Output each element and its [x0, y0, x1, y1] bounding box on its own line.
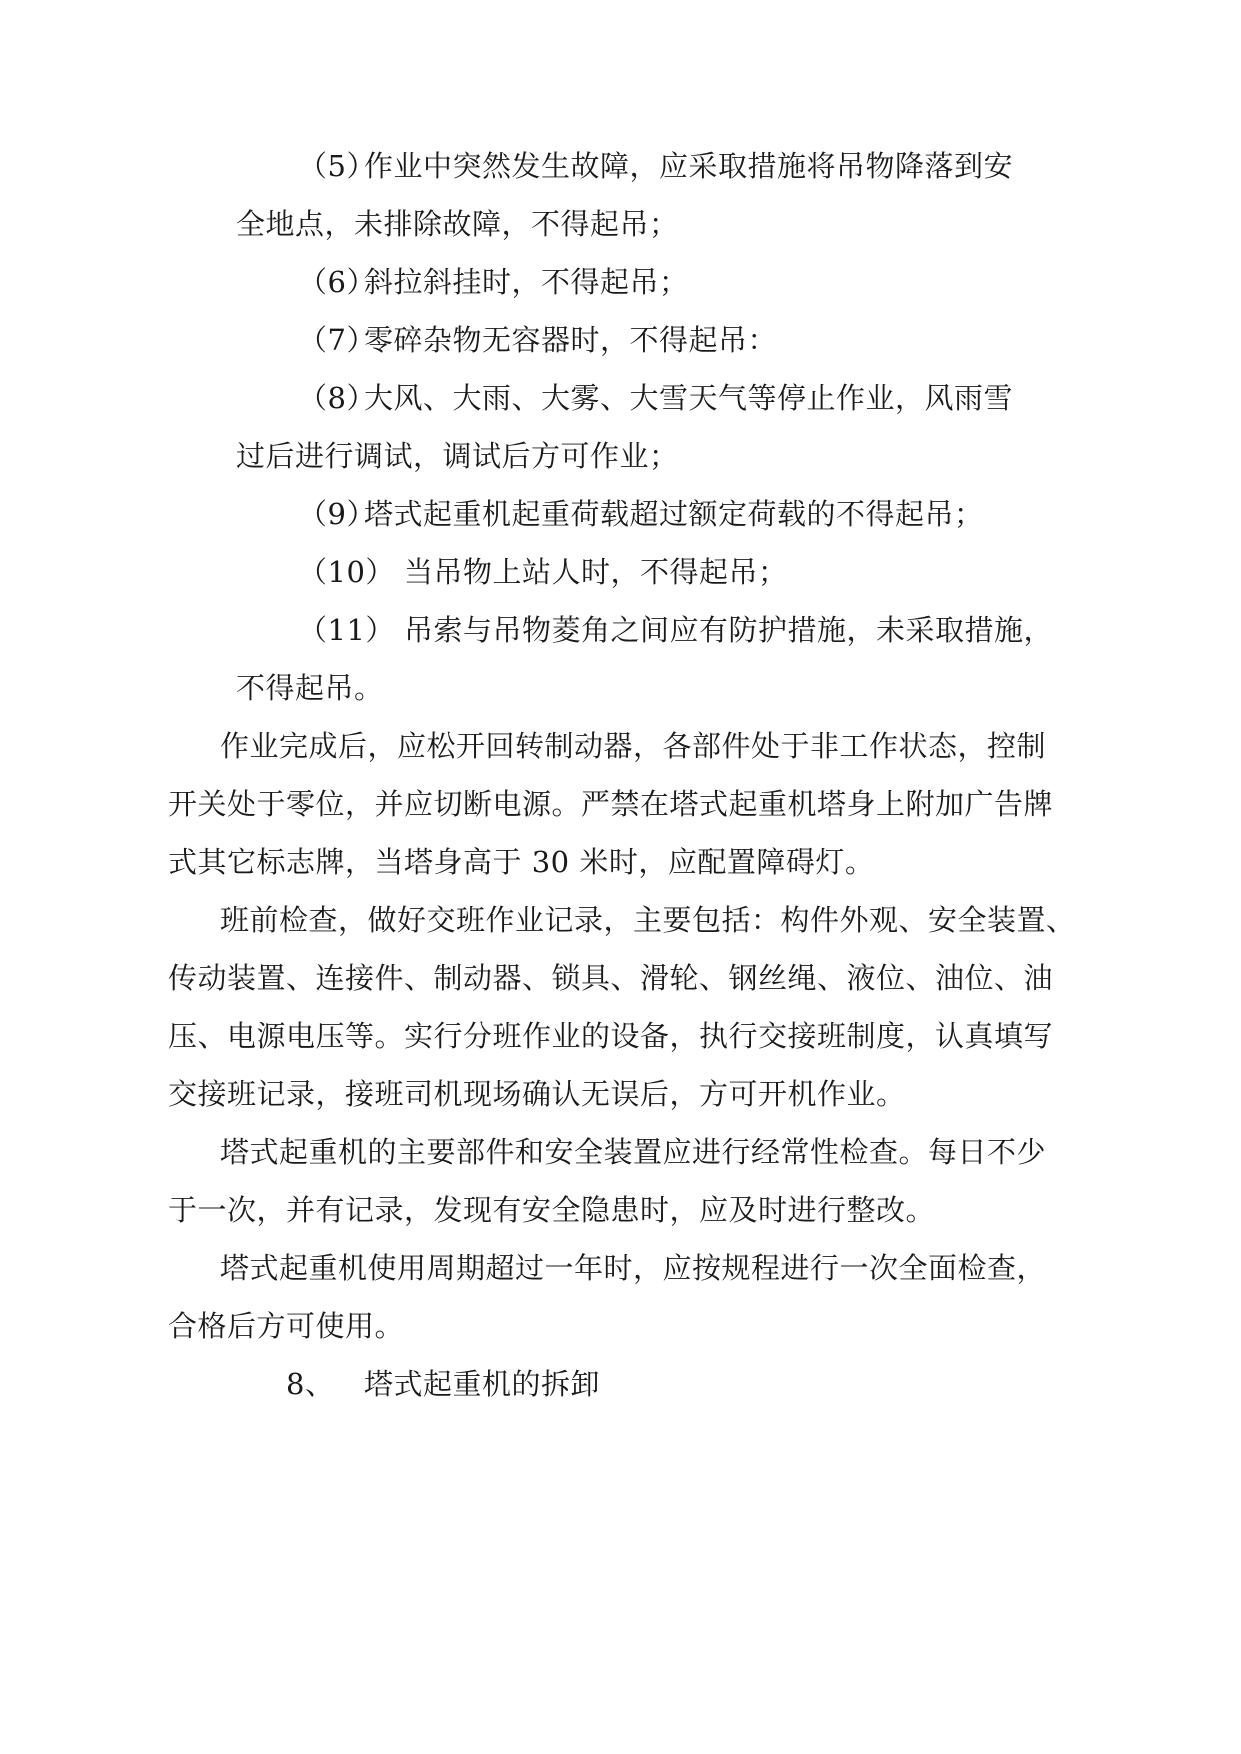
item-text: 吊索与吊物菱角之间应有防护措施，未采取措施，: [404, 613, 1054, 647]
paragraph-line: 于一次，并有记录，发现有安全隐患时，应及时进行整改。: [168, 1193, 936, 1227]
list-item-5: [298, 146, 1013, 186]
paragraph-line: 班前检查，做好交班作业记录，主要包括：构件外观、安全装置、: [220, 903, 1076, 937]
paragraph-line: 式其它标志牌，当塔身高于 30 米时，应配置障碍灯。: [168, 845, 875, 879]
item-number: （11）: [298, 613, 395, 647]
item-text: 斜拉斜挂时，不得起吊；: [364, 265, 689, 299]
list-item-10: [298, 552, 788, 592]
list-item-11-continuation: 不得起吊。: [236, 671, 384, 705]
section-heading: [286, 1364, 600, 1404]
item-text: 当吊物上站人时，不得起吊；: [404, 555, 788, 589]
list-item-6: [298, 262, 689, 302]
item-text: 零碎杂物无容器时，不得起吊：: [364, 323, 778, 357]
list-item-7: [298, 320, 777, 360]
item-text: 作业中突然发生故障，应采取措施将吊物降落到安: [364, 149, 1014, 183]
section-number: 8、: [286, 1367, 335, 1401]
item-number: （10）: [298, 555, 395, 589]
list-item-9: [298, 494, 984, 534]
item-number: （6）: [298, 265, 376, 299]
item-number: （9）: [298, 497, 376, 531]
paragraph-line: 塔式起重机使用周期超过一年时，应按规程进行一次全面检查，: [220, 1251, 1047, 1285]
list-item-8: [298, 378, 1013, 418]
item-text: 塔式起重机起重荷载超过额定荷载的不得起吊；: [364, 497, 984, 531]
list-item-11: [298, 610, 1053, 650]
list-item-8-continuation: 过后进行调试，调试后方可作业；: [236, 439, 679, 473]
paragraph-line: 开关处于零位，并应切断电源。严禁在塔式起重机塔身上附加广告牌: [168, 787, 1054, 821]
paragraph-line: 交接班记录，接班司机现场确认无误后，方可开机作业。: [168, 1077, 906, 1111]
paragraph-line: 合格后方可使用。: [168, 1309, 405, 1343]
paragraph-line: 传动装置、连接件、制动器、锁具、滑轮、钢丝绳、液位、油位、油: [168, 961, 1054, 995]
paragraph-line: 压、电源电压等。实行分班作业的设备，执行交接班制度，认真填写: [168, 1019, 1054, 1053]
paragraph-line: 作业完成后，应松开回转制动器，各部件处于非工作状态，控制: [220, 729, 1047, 763]
item-number: （8）: [298, 381, 376, 415]
item-number: （7）: [298, 323, 376, 357]
list-item-5-continuation: 全地点，未排除故障，不得起吊；: [236, 207, 679, 241]
item-number: （5）: [298, 149, 376, 183]
paragraph-line: 塔式起重机的主要部件和安全装置应进行经常性检查。每日不少: [220, 1135, 1047, 1169]
section-title: 塔式起重机的拆卸: [364, 1367, 601, 1401]
item-text: 大风、大雨、大雾、大雪天气等停止作业，风雨雪: [364, 381, 1014, 415]
